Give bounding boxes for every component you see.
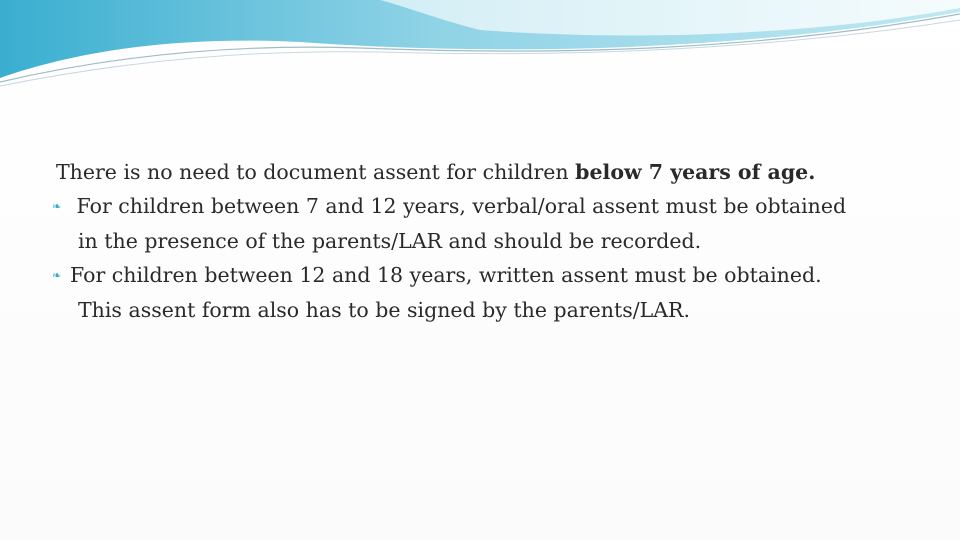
bullet-written-assent — [52, 258, 936, 327]
header-wave-decoration — [0, 0, 960, 90]
paragraph-emphasis: below 7 years of age. — [575, 160, 816, 184]
bullet-verbal-line1-row — [52, 189, 936, 224]
bullet-verbal-line1: For children between 7 and 12 years, verbal/oral assent must be obtained — [70, 194, 847, 218]
paragraph-no-documentation — [56, 155, 936, 189]
bullet-verbal-line2: in the presence of the parents/LAR and should be recorded. — [78, 229, 702, 253]
bullet-written-line1-row — [52, 258, 936, 293]
wavy-bullet-icon: ❧ — [52, 269, 62, 282]
body-text — [52, 155, 936, 327]
bullet-verbal-assent — [52, 189, 936, 258]
bullet-written-line2: This assent form also has to be signed by the parents/LAR. — [78, 298, 690, 322]
bullet-written-line1: For children between 12 and 18 years, written assent must be obtained. — [70, 263, 822, 287]
wavy-bullet-icon: ❧ — [52, 200, 62, 213]
paragraph-text: There is no need to document assent for children — [56, 160, 576, 184]
